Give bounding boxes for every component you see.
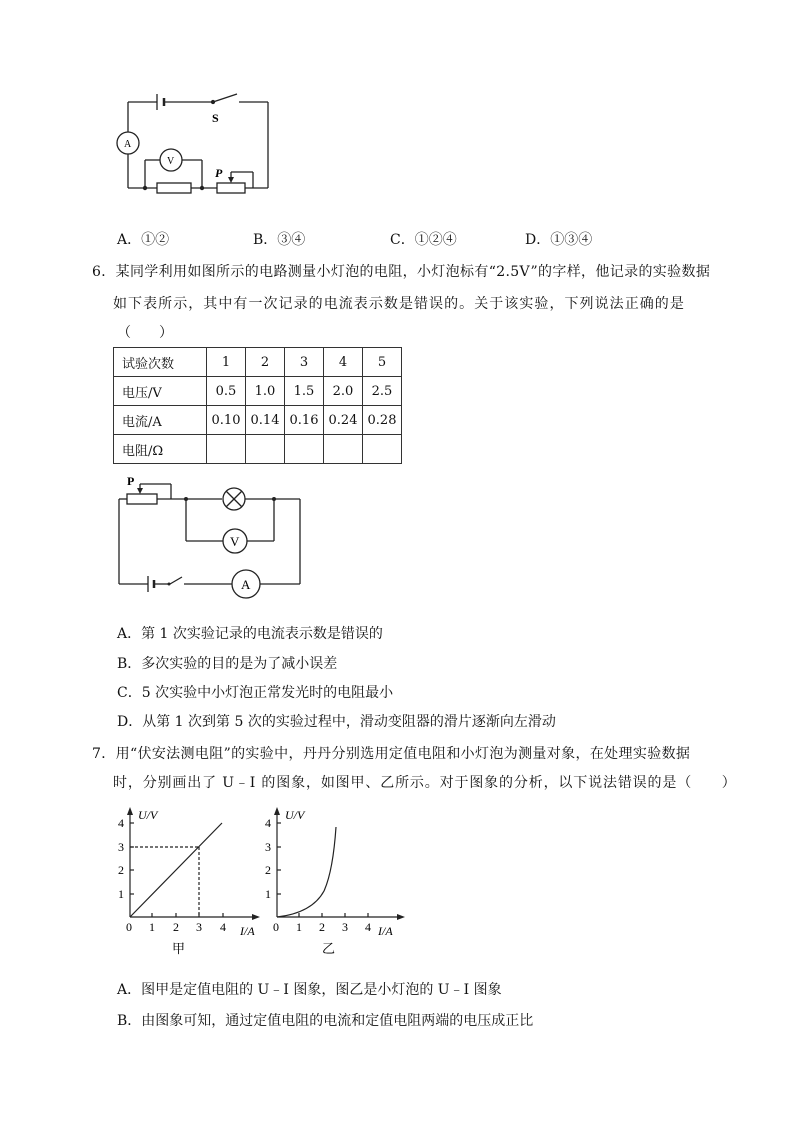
y-tick-label: 3 — [118, 840, 124, 854]
switch-label: S — [212, 111, 219, 125]
q7-stem-line2: 时，分别画出了 U﹣I 的图象，如图甲、乙所示。对于图象的分析，以下说法错误的是（ ） — [113, 775, 737, 791]
ammeter-label: A — [124, 139, 132, 150]
slider-label: P — [215, 166, 223, 180]
switch-lever — [170, 577, 182, 584]
x-axis-label: I/A — [378, 924, 393, 938]
q7-option-a[interactable]: A．图甲是定值电阻的 U﹣I 图象，图乙是小灯泡的 U﹣I 图象 — [117, 982, 502, 998]
y-tick-label: 2 — [118, 863, 124, 877]
q5-option-c[interactable]: C．①②④ — [390, 232, 457, 248]
q6-option-d[interactable]: D．从第 1 次到第 5 次的实验过程中，滑动变阻器的滑片逐渐向左滑动 — [117, 714, 556, 730]
y-axis-label: U/V — [138, 808, 158, 822]
y-tick-label: 3 — [265, 840, 271, 854]
q6-stem-line2: 如下表所示，其中有一次记录的电流表示数是错误的。关于该实验，下列说法正确的是 — [113, 296, 685, 312]
y-tick-label: 1 — [265, 887, 271, 901]
x-tick-label: 0 — [126, 920, 132, 934]
graph-caption: 甲 — [172, 941, 186, 956]
u-i-line — [130, 823, 222, 917]
q5-option-b[interactable]: B．③④ — [253, 232, 306, 248]
x-tick-label: 3 — [196, 920, 202, 934]
q6-option-a[interactable]: A．第 1 次实验记录的电流表示数是错误的 — [117, 626, 383, 642]
x-tick-label: 4 — [220, 920, 226, 934]
switch-lever — [213, 94, 237, 102]
q5-option-d[interactable]: D．①③④ — [525, 232, 593, 248]
x-tick-label: 2 — [173, 920, 179, 934]
voltmeter-label: V — [230, 534, 240, 549]
q6-data-table — [113, 347, 402, 464]
slider-label: P — [127, 474, 135, 488]
q6-option-c[interactable]: C．5 次实验中小灯泡正常发光时的电阻最小 — [117, 685, 394, 701]
q6-answer-paren: （ ） — [117, 325, 173, 341]
u-i-curve — [277, 827, 336, 917]
table-row: 电阻/Ω — [114, 435, 402, 464]
q6-stem-line1: 6．某同学利用如图所示的电路测量小灯泡的电阻，小灯泡标有“2.5V”的字样，他记录的实验数据 — [92, 264, 711, 280]
table-row: 试验次数 1 2 3 4 5 — [114, 348, 402, 377]
x-tick-label: 1 — [149, 920, 155, 934]
table-row: 电压/V 0.5 1.0 1.5 2.0 2.5 — [114, 377, 402, 406]
q5-circuit-diagram — [105, 88, 275, 203]
graph-caption: 乙 — [322, 941, 336, 956]
q7-graph-jia — [112, 805, 262, 960]
x-tick-label: 3 — [342, 920, 348, 934]
rheostat-icon — [127, 494, 157, 504]
q7-stem-line1: 7．用“伏安法测电阻”的实验中，丹丹分别选用定值电阻和小灯泡为测量对象，在处理实验数据 — [92, 746, 691, 762]
q5-option-a[interactable]: A．①② — [117, 232, 170, 248]
q6-circuit-diagram — [110, 472, 310, 604]
x-tick-label: 1 — [296, 920, 302, 934]
ammeter-label: A — [241, 577, 251, 592]
x-tick-label: 0 — [273, 920, 279, 934]
y-tick-label: 1 — [118, 887, 124, 901]
rheostat-icon — [217, 183, 245, 193]
y-tick-label: 4 — [265, 816, 271, 830]
y-tick-label: 4 — [118, 816, 124, 830]
resistor-icon — [157, 183, 191, 193]
x-axis-label: I/A — [240, 924, 255, 938]
q7-graph-yi — [262, 805, 407, 960]
y-axis-label: U/V — [285, 808, 305, 822]
q7-option-b[interactable]: B．由图象可知，通过定值电阻的电流和定值电阻两端的电压成正比 — [117, 1013, 534, 1029]
voltmeter-label: V — [167, 156, 175, 167]
x-tick-label: 4 — [365, 920, 371, 934]
x-tick-label: 2 — [319, 920, 325, 934]
q6-option-b[interactable]: B．多次实验的目的是为了减小误差 — [117, 656, 338, 672]
table-row: 电流/A 0.10 0.14 0.16 0.24 0.28 — [114, 406, 402, 435]
y-tick-label: 2 — [265, 863, 271, 877]
